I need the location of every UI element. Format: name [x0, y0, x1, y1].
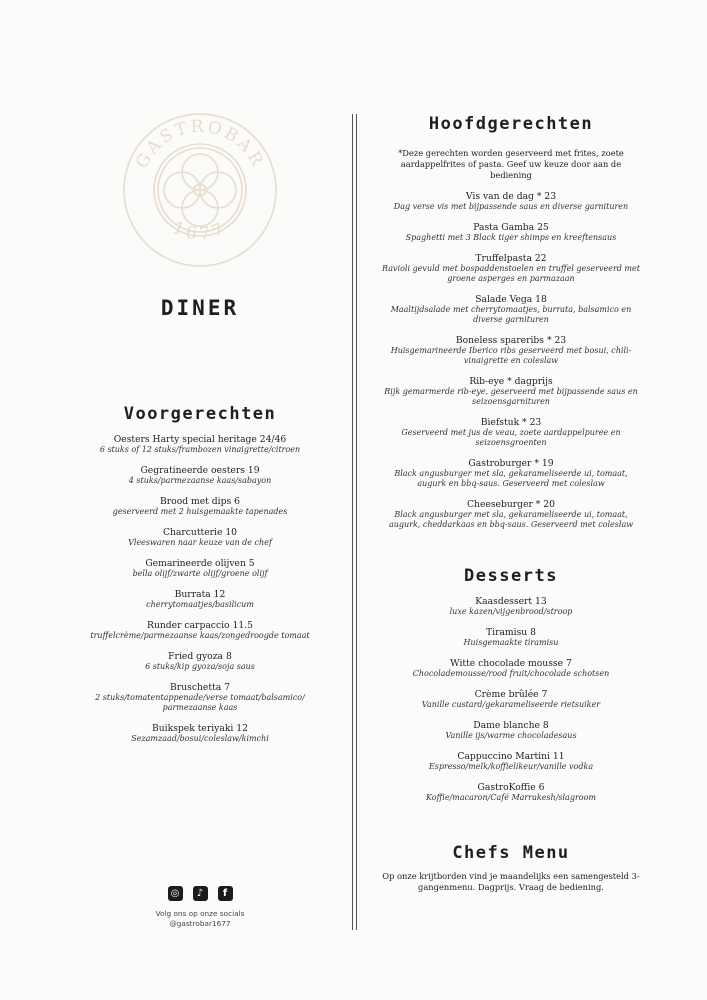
chefs-menu-title: Chefs Menu	[452, 843, 570, 863]
dish-name: Runder carpaccio 11.5	[147, 620, 253, 631]
dish-description: Geserveerd met jus de veau, zoete aardappelpuree en seizoensgroenten	[401, 428, 621, 447]
dish-description: Vanille custard/gekarameliseerde rietsuiker	[421, 700, 601, 709]
dish-description: Dag verse vis met bijpassende saus en diverse garnituren	[393, 202, 629, 211]
voorgerecht-item	[70, 723, 330, 744]
dish-name: Vis van de dag * 23	[465, 191, 557, 202]
dish-description: Black angusburger met sla, gekarameliseerde ui, tomaat, augurk en bbq-saus. Geserveerd met coleslaw	[394, 469, 628, 488]
socials-handle: @gastrobar1677	[169, 918, 231, 928]
right-column	[380, 114, 642, 893]
dish-name: Biefstuk * 23	[480, 417, 542, 428]
instagram-icon[interactable]: ◎	[168, 886, 183, 901]
svg-text:1677: 1677	[169, 217, 231, 245]
voorgerecht-item	[70, 620, 330, 641]
dish-description: Spaghetti met 3 Black tiger shimps en kreeftensaus	[405, 233, 617, 242]
dish-name: Buikspek teriyaki 12	[152, 723, 248, 734]
dish-name: Brood met dips 6	[160, 496, 240, 507]
dish-description: Rijk gemarmerde rib-eye, geserveerd met bijpassende saus en seizoensgarnituren	[384, 387, 638, 406]
dish-description: geserveerd met 2 huisgemaakte tapenades	[112, 507, 288, 516]
hoofdgerecht-item	[380, 376, 642, 407]
voorgerechten-list	[70, 434, 330, 744]
dish-description: Vleeswaren naar keuze van de chef	[128, 538, 272, 547]
dish-name: Dame blanche 8	[473, 720, 549, 731]
voorgerecht-item	[70, 527, 330, 548]
dessert-item	[380, 689, 642, 710]
dish-name: Charcutterie 10	[162, 527, 238, 538]
chefs-menu-text: Op onze krijtborden vind je maandelijks een samengesteld 3- gangenmenu. Dagprijs. Vraag de bediening.	[382, 871, 640, 892]
hoofdgerecht-item	[380, 335, 642, 366]
dish-name: Cheeseburger * 20	[467, 499, 555, 510]
hoofdgerecht-item	[380, 191, 642, 212]
dish-name: GastroKoffie 6	[477, 782, 545, 793]
dish-name: Truffelpasta 22	[475, 253, 547, 264]
dish-description: Ravioli gevuld met bospaddenstoelen en truffel geserveerd met groene asperges en parmazaan	[382, 264, 640, 283]
dish-name: Kaasdessert 13	[475, 596, 547, 607]
voorgerecht-item	[70, 682, 330, 713]
voorgerechten-title: Voorgerechten	[123, 404, 277, 424]
dish-description: Sezamzaad/bosui/coleslaw/kimchi	[131, 734, 269, 743]
hoofdgerecht-item	[380, 222, 642, 243]
dish-name: Oesters Harty special heritage 24/46	[113, 434, 287, 445]
svg-text:GASTROBAR: GASTROBAR	[132, 116, 268, 172]
dessert-item	[380, 658, 642, 679]
hoofdgerecht-item	[380, 294, 642, 325]
dish-description: 4 stuks/parmezaanse kaas/sabayon	[128, 476, 272, 485]
dish-description: Black angusburger met sla, gekarameliseerde ui, tomaat, augurk, cheddarkaas en bbq-saus. Geserveerd met coleslaw	[388, 510, 634, 529]
dessert-item	[380, 751, 642, 772]
dish-description: luxe kazen/vijgenbrood/stroop	[449, 607, 573, 616]
dessert-item	[380, 596, 642, 617]
dish-name: Fried gyoza 8	[168, 651, 232, 662]
dessert-item	[380, 627, 642, 648]
dish-name: Tiramisu 8	[486, 627, 536, 638]
desserts-list	[380, 596, 642, 803]
dish-description: 2 stuks/tomatentappenade/verse tomaat/balsamico/ parmezaanse kaas	[95, 693, 305, 712]
dish-name: Gastroburger * 19	[468, 458, 554, 469]
dish-description: Huisgemarineerde Iberico ribs geserveerd met bosui, chili-vinaigrette en coleslaw	[390, 346, 632, 365]
dessert-item	[380, 720, 642, 741]
hoofdgerecht-item	[380, 499, 642, 530]
dish-description: truffelcrème/parmezaanse kaas/zongedroogde tomaat	[90, 631, 310, 640]
facebook-icon[interactable]: f	[218, 886, 233, 901]
dish-name: Gegratineerde oesters 19	[140, 465, 260, 476]
dish-name: Witte chocolade mousse 7	[450, 658, 572, 669]
voorgerecht-item	[70, 465, 330, 486]
dish-name: Gemarineerde olijven 5	[145, 558, 255, 569]
dish-name: Bruschetta 7	[170, 682, 230, 693]
desserts-title: Desserts	[464, 566, 558, 586]
gastrobar-logo	[120, 110, 280, 270]
dish-name: Boneless spareribs * 23	[455, 335, 567, 346]
socials-line-1: Volg ons op onze socials	[155, 909, 245, 918]
dish-description: Vanille ijs/warme chocoladesaus	[445, 731, 577, 740]
dish-description: Chocolademousse/rood fruit/chocolade schotsen	[412, 669, 610, 678]
voorgerecht-item	[70, 496, 330, 517]
dessert-item	[380, 782, 642, 803]
voorgerecht-item	[70, 589, 330, 610]
hoofdgerechten-note: *Deze gerechten worden geserveerd met frites, zoete aardappelfrites of pasta. Geef uw keuze door aan de bediening	[398, 148, 624, 180]
dish-description: cherrytomaatjes/basilicum	[146, 600, 254, 609]
page-title: DINER	[160, 296, 240, 320]
dish-description: Maaltijdsalade met cherrytomaatjes, burrata, balsamico en diverse garnituren	[390, 305, 632, 324]
dish-name: Crème brûlée 7	[474, 689, 548, 700]
dish-description: Espresso/melk/koffielikeur/vanille vodka	[428, 762, 594, 771]
column-divider	[352, 114, 357, 930]
dish-description: 6 stuks of 12 stuks/frambozen vinaigrette/citroen	[99, 445, 301, 454]
hoofdgerecht-item	[380, 253, 642, 284]
dish-name: Rib-eye * dagprijs	[469, 376, 553, 387]
hoofdgerecht-item	[380, 417, 642, 448]
socials-text	[70, 909, 330, 928]
voorgerecht-item	[70, 434, 330, 455]
dish-description: Huisgemaakte tiramisu	[463, 638, 559, 647]
voorgerecht-item	[70, 558, 330, 579]
dish-name: Pasta Gamba 25	[473, 222, 549, 233]
voorgerecht-item	[70, 651, 330, 672]
dish-name: Cappuccino Martini 11	[457, 751, 565, 762]
tiktok-icon[interactable]: ♪	[193, 886, 208, 901]
hoofdgerecht-item	[380, 458, 642, 489]
dish-name: Salade Vega 18	[475, 294, 547, 305]
dish-description: 6 stuks/kip gyoza/soja saus	[145, 662, 255, 671]
left-column	[70, 110, 330, 744]
social-icons	[70, 886, 330, 901]
dish-description: bella olijf/zwarte olijf/groene olijf	[132, 569, 268, 578]
hoofdgerechten-title: Hoofdgerechten	[428, 114, 594, 134]
socials-block	[70, 886, 330, 928]
hoofdgerechten-list	[380, 191, 642, 530]
dish-description: Koffie/macaron/Café Marrakesh/slagroom	[426, 793, 596, 802]
dish-name: Burrata 12	[174, 589, 226, 600]
